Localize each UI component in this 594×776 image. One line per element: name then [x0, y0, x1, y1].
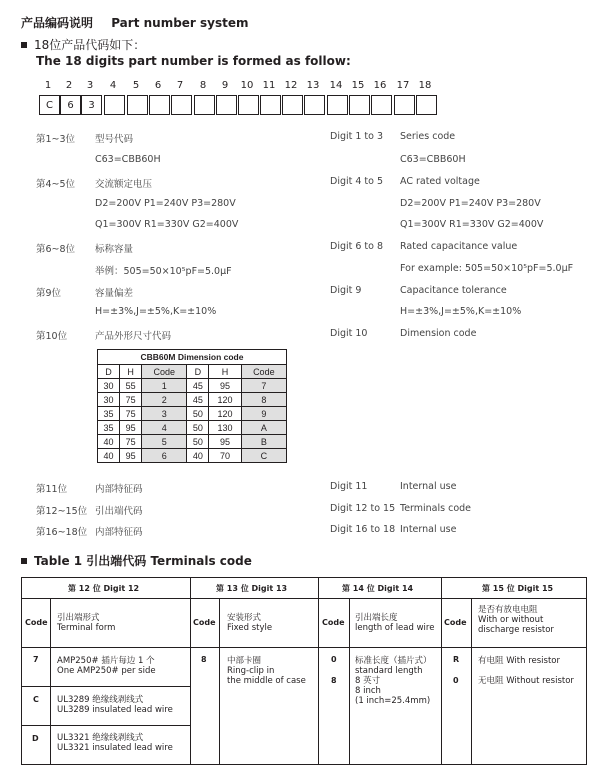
dimension-header-cell: H	[209, 365, 241, 379]
digit-position-en: Digit 4 to 5	[330, 176, 384, 187]
digit-desc-cn: H=±3%,J=±5%,K=±10%	[95, 306, 217, 317]
code-label-12: Code	[25, 618, 48, 627]
code-label-13: Code	[193, 618, 216, 627]
dimension-cell: 50	[187, 421, 209, 435]
digit-number: 18	[418, 80, 432, 91]
d12-code-c: C	[33, 695, 39, 704]
col-title-lead-length: 引出端长度 length of lead wire	[355, 613, 435, 633]
dimension-cell: 50	[187, 435, 209, 449]
table-row	[98, 393, 287, 407]
col-title-discharge-resistor: 是否有放电电阻 With or without discharge resistor	[478, 605, 554, 635]
digit-desc-en: Capacitance tolerance	[400, 285, 507, 296]
dimension-cell: 35	[98, 421, 120, 435]
digits-intro-cn: 18位产品代码如下：	[21, 36, 145, 53]
dimension-cell: 40	[98, 435, 120, 449]
dimension-cell: 6	[142, 449, 187, 463]
d14-code-8: 8	[331, 676, 337, 685]
table-row	[98, 379, 287, 393]
table-row	[98, 407, 287, 421]
dimension-cell: 75	[120, 435, 142, 449]
digit-number: 17	[396, 80, 410, 91]
title-en: Part number system	[111, 16, 249, 30]
dimension-cell: 4	[142, 421, 187, 435]
col-title-fixed-style: 安装形式 Fixed style	[227, 613, 273, 633]
digit-desc-cn: 引出端代码	[95, 506, 143, 517]
d15-text-0: 无电阻 Without resistor	[478, 676, 574, 686]
code-label-14: Code	[322, 618, 345, 627]
digit-box	[171, 95, 192, 115]
dimension-header-cell: D	[98, 365, 120, 379]
dimension-cell: 75	[120, 407, 142, 421]
digit-desc-cn: 容量偏差	[95, 288, 134, 299]
digit-desc-cn: 型号代码	[95, 134, 134, 145]
digit-number: 16	[373, 80, 387, 91]
bullet-square-icon	[21, 42, 27, 48]
terminals-code-table	[21, 577, 587, 765]
group-header-digit14: 第 14 位 Digit 14	[342, 584, 414, 593]
digit-box	[371, 95, 392, 115]
digit-desc-cn: 标称容量	[95, 244, 134, 255]
digit-position-en: Digit 12 to 15	[330, 503, 396, 514]
digit-box	[260, 95, 281, 115]
digit-number: 10	[240, 80, 254, 91]
dimension-cell: 55	[120, 379, 142, 393]
table-row	[98, 435, 287, 449]
dimension-cell: 5	[142, 435, 187, 449]
d12-text-7: AMP250# 插片每边 1 个 One AMP250# per side	[57, 656, 156, 676]
digit-box	[104, 95, 125, 115]
col-title-terminal-form: 引出端形式 Terminal form	[57, 613, 116, 633]
d12-text-c: UL3289 绝缘线剥线式 UL3289 insulated lead wire	[57, 695, 173, 715]
digit-number: 14	[329, 80, 343, 91]
dimension-cell: A	[241, 421, 286, 435]
dimension-cell: 130	[209, 421, 241, 435]
digit-desc-en: D2=200V P1=240V P3=280V	[400, 198, 541, 209]
digit-position-en: Digit 10	[330, 328, 368, 339]
group-header-digit12: 第 12 位 Digit 12	[68, 584, 140, 593]
dimension-cell: 35	[98, 407, 120, 421]
digit-position-cn: 第11位	[36, 484, 68, 495]
digit-desc-cn: 举例：505=50×10⁵pF=5.0μF	[95, 266, 232, 277]
digit-position-cn: 第4~5位	[36, 179, 76, 190]
digit-number: 12	[284, 80, 298, 91]
digit-number: 13	[306, 80, 320, 91]
digit-desc-cn: 内部特征码	[95, 527, 143, 538]
dimension-cell: 7	[241, 379, 286, 393]
digit-number: 2	[65, 80, 73, 91]
digit-box	[416, 95, 437, 115]
bullet-square-icon	[21, 558, 27, 564]
dimension-code-table	[97, 349, 287, 463]
title-cn: 产品编码说明	[21, 16, 94, 30]
digit-box	[194, 95, 215, 115]
d15-code-0: 0	[453, 676, 459, 685]
dimension-cell: B	[241, 435, 286, 449]
dimension-cell: 95	[209, 379, 241, 393]
dimension-cell: 95	[120, 421, 142, 435]
dimension-cell: 30	[98, 393, 120, 407]
d13-code-8: 8	[201, 655, 207, 664]
digit-desc-en: Dimension code	[400, 328, 477, 339]
dimension-cell: 3	[142, 407, 187, 421]
dimension-header-cell: H	[120, 365, 142, 379]
d12-code-7: 7	[33, 655, 39, 664]
table1-title: Table 1 引出端代码 Terminals code	[21, 552, 252, 569]
digit-box	[149, 95, 170, 115]
d15-text-r: 有电阻 With resistor	[478, 656, 560, 666]
dimension-table-header	[98, 365, 287, 379]
digit-position-en: Digit 1 to 3	[330, 131, 384, 142]
digit-box	[282, 95, 303, 115]
digit-box: 3	[81, 95, 102, 115]
digit-position-en: Digit 16 to 18	[330, 524, 396, 535]
dimension-cell: C	[241, 449, 286, 463]
digit-number: 6	[154, 80, 162, 91]
digit-number: 4	[109, 80, 117, 91]
digit-box	[394, 95, 415, 115]
digit-desc-en: C63=CBB60H	[400, 154, 466, 165]
digit-box	[327, 95, 348, 115]
code-label-15: Code	[444, 618, 467, 627]
digit-position-cn: 第10位	[36, 331, 68, 342]
digit-number: 8	[199, 80, 207, 91]
digit-desc-en: Internal use	[400, 524, 457, 535]
group-header-digit15: 第 15 位 Digit 15	[482, 584, 554, 593]
digit-desc-cn: 内部特征码	[95, 484, 143, 495]
dimension-cell: 70	[209, 449, 241, 463]
d14-code-0: 0	[331, 655, 337, 664]
digit-position-en: Digit 9	[330, 285, 362, 296]
digit-number: 7	[176, 80, 184, 91]
digit-number: 11	[262, 80, 276, 91]
digit-desc-cn: Q1=300V R1=330V G2=400V	[95, 219, 239, 230]
digit-position-cn: 第12~15位	[36, 506, 88, 517]
digit-desc-cn: 产品外形尺寸代码	[95, 331, 172, 342]
digit-desc-cn: D2=200V P1=240V P3=280V	[95, 198, 236, 209]
dimension-cell: 45	[187, 379, 209, 393]
digit-number: 1	[44, 80, 52, 91]
digit-desc-en: For example: 505=50×10⁵pF=5.0μF	[400, 263, 574, 274]
digit-box: 6	[60, 95, 81, 115]
digit-number: 5	[132, 80, 140, 91]
d15-code-r: R	[453, 655, 460, 664]
dimension-header-cell: D	[187, 365, 209, 379]
digit-position-cn: 第6~8位	[36, 244, 76, 255]
dimension-cell: 120	[209, 393, 241, 407]
digit-desc-en: Series code	[400, 131, 456, 142]
dimension-cell: 50	[187, 407, 209, 421]
dimension-header-cell: Code	[241, 365, 286, 379]
dimension-cell: 9	[241, 407, 286, 421]
dimension-cell: 40	[98, 449, 120, 463]
d13-text-8: 中部卡圈 Ring-clip in the middle of case	[227, 656, 306, 686]
group-header-digit13: 第 13 位 Digit 13	[216, 584, 288, 593]
digit-desc-cn: 交流额定电压	[95, 179, 153, 190]
page-title	[21, 14, 249, 31]
dimension-cell: 8	[241, 393, 286, 407]
digit-desc-en: Q1=300V R1=330V G2=400V	[400, 219, 544, 230]
dimension-cell: 120	[209, 407, 241, 421]
digit-position-en: Digit 6 to 8	[330, 241, 384, 252]
digit-box	[216, 95, 237, 115]
table-row	[98, 449, 287, 463]
digit-number: 15	[351, 80, 365, 91]
digit-box	[304, 95, 325, 115]
dimension-cell: 95	[209, 435, 241, 449]
digit-position-cn: 第9位	[36, 288, 62, 299]
digit-position-cn: 第1~3位	[36, 134, 76, 145]
digit-number: 3	[86, 80, 94, 91]
dimension-cell: 45	[187, 393, 209, 407]
d14-text-0: 标准长度（插片式） standard length	[355, 656, 432, 676]
digit-desc-en: AC rated voltage	[400, 176, 480, 187]
digit-desc-en: Internal use	[400, 481, 457, 492]
dimension-cell: 75	[120, 393, 142, 407]
digit-desc-en: H=±3%,J=±5%,K=±10%	[400, 306, 522, 317]
table-row	[98, 421, 287, 435]
dimension-cell: 1	[142, 379, 187, 393]
dimension-cell: 2	[142, 393, 187, 407]
digits-intro-en: The 18 digits part number is formed as follow:	[36, 54, 351, 68]
digit-box	[238, 95, 259, 115]
dimension-table-caption: CBB60M Dimension code	[98, 350, 287, 365]
dimension-cell: 30	[98, 379, 120, 393]
dimension-cell: 40	[187, 449, 209, 463]
d14-text-8: 8 英寸 8 inch (1 inch=25.4mm)	[355, 676, 431, 706]
digit-number: 9	[221, 80, 229, 91]
digit-desc-en: Terminals code	[400, 503, 472, 514]
digit-position-en: Digit 11	[330, 481, 368, 492]
digit-box	[349, 95, 370, 115]
digit-box: C	[39, 95, 60, 115]
digit-desc-cn: C63=CBB60H	[95, 154, 161, 165]
d12-code-d: D	[32, 734, 39, 743]
d12-text-d: UL3321 绝缘线剥线式 UL3321 insulated lead wire	[57, 733, 173, 753]
dimension-cell: 95	[120, 449, 142, 463]
digit-position-cn: 第16~18位	[36, 527, 88, 538]
digit-box	[127, 95, 148, 115]
digit-desc-en: Rated capacitance value	[400, 241, 518, 252]
dimension-header-cell: Code	[142, 365, 187, 379]
